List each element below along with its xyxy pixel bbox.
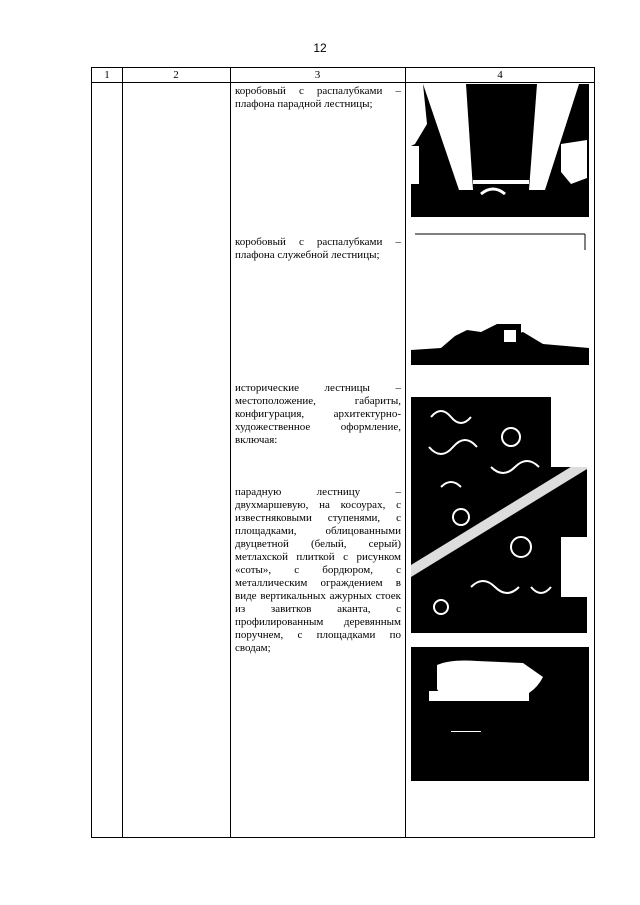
header-col-1: 1 [104,69,110,81]
main-staircase-text: парадную лестницу – двухмаршевую, на косоурах, с известняковыми ступенями, с площадками, облицованными двуцветной (белый, серый) метлахской плиткой с рисунком «соты», с бордюром, с металлическим ограждением в виде вертикальных ажурных стоек из завитков аканта, с профилированным деревянным поручнем, с площадками по сводам; [235,486,401,654]
historic-stairs-text: исторические лестницы – местоположение, габариты, конфигурация, архитектурно-художественное оформление, включая: [235,382,401,446]
header-col-4: 4 [497,69,503,81]
page-number: 12 [313,41,327,55]
header-col-3: 3 [314,69,321,81]
landing-vault-photo [411,647,589,781]
column-divider [122,68,123,837]
vault-service-stair-photo [411,232,589,365]
header-divider [92,82,594,83]
column-divider [405,68,406,837]
header-col-2: 2 [173,69,179,81]
main-staircase-railing-photo [411,397,587,633]
vault-main-stair-photo [411,84,589,217]
vault-service-stair-text: коробовый с распалубками – плафона служебной лестницы; [235,236,401,261]
vault-main-stair-text: коробовый с распалубками – плафона парадной лестницы; [235,85,401,110]
column-divider [230,68,231,837]
object-table [91,67,595,838]
